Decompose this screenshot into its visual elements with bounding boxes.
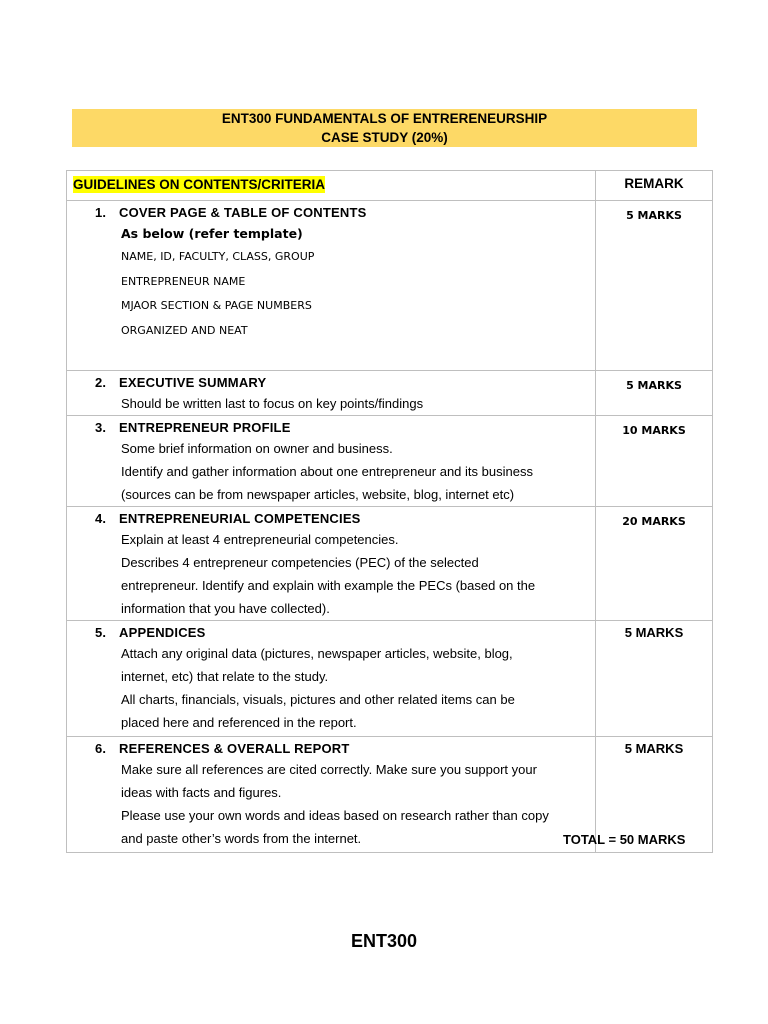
criteria-number: 6.: [95, 741, 107, 756]
criteria-title: [95, 373, 595, 392]
criteria-line: Attach any original data (pictures, newspaper articles, website, blog,: [121, 646, 513, 661]
criteria-header-cell: [67, 171, 596, 201]
table-row: [67, 507, 713, 621]
criteria-cell: [67, 201, 596, 371]
document-title: ENT300 FUNDAMENTALS OF ENTRERENEURSHIP: [221, 111, 548, 126]
criteria-line: Please use your own words and ideas based on research rather than copy: [121, 808, 549, 823]
criteria-cell: [67, 371, 596, 416]
table-row: [67, 621, 713, 737]
criteria-line: internet, etc) that relate to the study.: [121, 669, 329, 684]
table-row: [67, 371, 713, 416]
criteria-title-text: ENTREPRENEURIAL COMPETENCIES: [119, 511, 361, 526]
criteria-line: information that you have collected).: [121, 601, 330, 616]
criteria-title: [95, 418, 595, 437]
table-row: [67, 201, 713, 371]
criteria-line: entrepreneur. Identify and explain with example the PECs (based on the: [121, 578, 536, 593]
criteria-line: Describes 4 entrepreneur competencies (PEC) of the selected: [121, 555, 479, 570]
criteria-number: 1.: [95, 205, 107, 220]
criteria-line: placed here and referenced in the report.: [121, 715, 357, 730]
marks-value: 10 MARKS: [622, 424, 686, 437]
total-marks: TOTAL = 50 MARKS: [563, 832, 686, 847]
criteria-title: [95, 623, 595, 642]
criteria-line: Make sure all references are cited correctly. Make sure you support your: [121, 762, 537, 777]
criteria-table: [66, 170, 713, 853]
marks-value: 5 MARKS: [626, 209, 682, 222]
marks-cell: [596, 416, 713, 507]
criteria-header-label: GUIDELINES ON CONTENTS/CRITERIA: [73, 177, 326, 192]
criteria-line: ORGANIZED AND NEAT: [121, 323, 248, 337]
marks-cell: [596, 621, 713, 737]
criteria-line: Some brief information on owner and business.: [121, 441, 393, 456]
criteria-title-text: APPENDICES: [119, 625, 206, 640]
criteria-line: ENTREPRENEUR NAME: [121, 274, 246, 288]
marks-cell: [596, 201, 713, 371]
criteria-number: 2.: [95, 375, 107, 390]
criteria-number: 5.: [95, 625, 107, 640]
footer-course-code: ENT300: [350, 931, 418, 951]
criteria-number: 4.: [95, 511, 107, 526]
criteria-cell: [67, 507, 596, 621]
criteria-line: Explain at least 4 entrepreneurial competencies.: [121, 532, 399, 547]
criteria-number: 3.: [95, 420, 107, 435]
marks-value: 5 MARKS: [624, 741, 684, 756]
criteria-title-text: ENTREPRENEUR PROFILE: [119, 420, 291, 435]
table-header-row: [67, 171, 713, 201]
remark-header-cell: [596, 171, 713, 201]
criteria-line: ideas with facts and figures.: [121, 785, 282, 800]
document-subtitle: CASE STUDY (20%): [321, 130, 448, 145]
criteria-line: NAME, ID, FACULTY, CLASS, GROUP: [121, 250, 315, 263]
criteria-line: MJAOR SECTION & PAGE NUMBERS: [121, 299, 312, 312]
criteria-subtitle: As below (refer template): [121, 226, 303, 241]
criteria-title-text: EXECUTIVE SUMMARY: [119, 375, 267, 390]
marks-value: 5 MARKS: [626, 379, 682, 392]
criteria-line: Should be written last to focus on key points/findings: [121, 396, 424, 411]
table-row: [67, 416, 713, 507]
criteria-title: [95, 203, 595, 222]
criteria-title-text: REFERENCES & OVERALL REPORT: [119, 741, 350, 756]
marks-value: 5 MARKS: [624, 625, 684, 640]
criteria-title: [95, 739, 595, 758]
criteria-cell: [67, 621, 596, 737]
criteria-cell: [67, 416, 596, 507]
criteria-cell: [67, 737, 596, 853]
marks-cell: [596, 371, 713, 416]
document-header-banner: [72, 109, 697, 147]
marks-value: 20 MARKS: [622, 515, 686, 528]
criteria-line: (sources can be from newspaper articles, website, blog, internet etc): [121, 487, 515, 502]
criteria-title-text: COVER PAGE & TABLE OF CONTENTS: [119, 205, 367, 220]
remark-header-label: REMARK: [624, 176, 684, 191]
marks-cell: [596, 507, 713, 621]
criteria-title: [95, 509, 595, 528]
criteria-line: and paste other’s words from the internet.: [121, 831, 362, 846]
criteria-line: Identify and gather information about one entrepreneur and its business: [121, 464, 533, 479]
criteria-line: All charts, financials, visuals, pictures and other related items can be: [121, 692, 515, 707]
